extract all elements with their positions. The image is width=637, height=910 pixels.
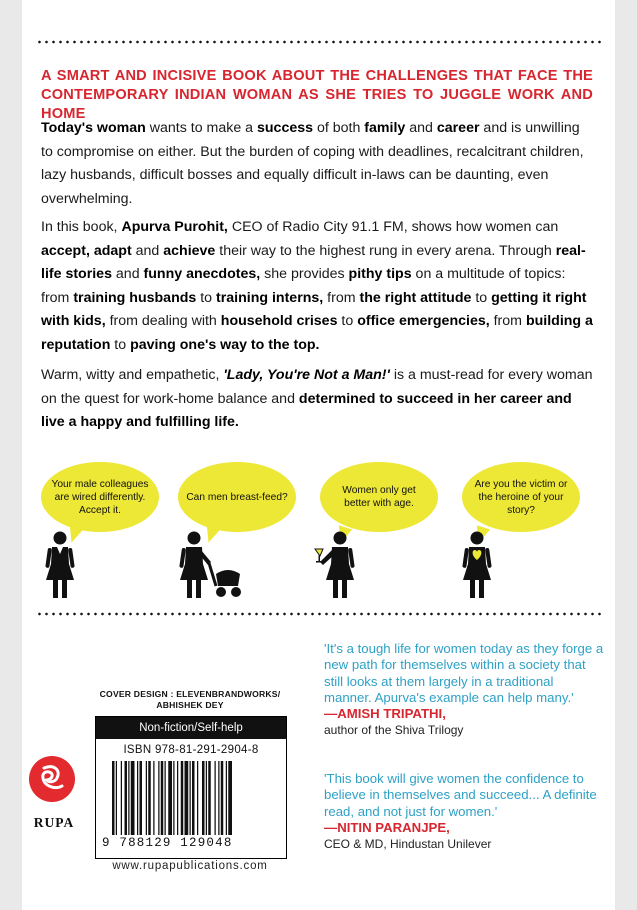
barcode-bar (165, 761, 166, 835)
cover-design-credit: COVER DESIGN : ELEVENBRANDWORKS/ ABHISHEK DEY (99, 689, 281, 710)
quote-text: 'It's a tough life for women today as they forge a new path for themselves within a society that still looks at them largely in a traditional manner. Apurva's example can help many.' (324, 641, 604, 705)
speech-bubble-1: Your male colleagues are wired differently. Accept it. (41, 462, 159, 532)
barcode-bar (190, 761, 191, 835)
woman-with-stroller-icon (176, 530, 246, 602)
barcode-bar (202, 761, 205, 835)
barcode-bar (153, 761, 154, 835)
headline-line-1: A SMART AND INCISIVE BOOK ABOUT THE CHALLENGES THAT FACE THE (41, 68, 593, 84)
barcode-bar (206, 761, 207, 835)
barcode-bar (197, 761, 198, 835)
barcode-bar (181, 761, 184, 835)
quote-author: —NITIN PARANJPE, (324, 819, 450, 835)
barcode-bar (140, 761, 143, 835)
barcode-bar (158, 761, 159, 835)
barcode-bar (177, 761, 178, 835)
barcode-bar (116, 761, 117, 835)
publisher-name: RUPA (33, 815, 75, 830)
barcode-bar (228, 761, 232, 835)
woman-with-wine-glass-icon (312, 530, 362, 602)
quote-author-role: author of the Shiva Trilogy (324, 723, 464, 738)
speech-bubble-3: Women only get better with age. (320, 462, 438, 532)
barcode-bar (192, 761, 195, 835)
quote-text: 'This book will give women the confidence to believe in themselves and succeed... A definite read, and not just for women.' (324, 771, 597, 819)
blurb-paragraph-3: Warm, witty and empathetic, 'Lady, You're Not a Man!' is a must-read for every woman on the quest for work-home balance and determined to succeed in her career and live a happy and fulfilling life. (41, 367, 593, 430)
businesswoman-icon (42, 530, 82, 602)
barcode-bar (173, 761, 174, 835)
barcode-bar (137, 761, 138, 835)
isbn-text: ISBN 978-81-291-2904-8 (123, 744, 259, 756)
speech-bubble-2: Can men breast-feed? (178, 462, 296, 532)
barcode-digits: 9 788129 129048 (102, 836, 233, 850)
barcode-bar (128, 761, 129, 835)
headline-line-2: CONTEMPORARY INDIAN WOMAN AS SHE TRIES TO JUGGLE WORK AND HOME (41, 87, 593, 122)
rupa-logo-icon (29, 756, 75, 802)
speech-bubble-4: Are you the victim or the heroine of your story? (462, 462, 580, 532)
blurb-paragraph-1: Today's woman wants to make a success of both family and career and is unwilling to compromise on either. But the burden of coping with deadlines, recalcitrant children, lazy husbands, difficult bosses and equally difficult in-laws can be daunting, even overwhelming. (41, 120, 584, 207)
barcode-bar (125, 761, 128, 835)
barcode-bar (121, 761, 122, 835)
endorsement-quote-2 (324, 771, 604, 852)
quote-author: —AMISH TRIPATHI, (324, 706, 446, 722)
barcode-bar (226, 761, 227, 835)
barcode-bar (146, 761, 147, 835)
dotted-divider-top (36, 40, 602, 44)
barcode-bar (161, 761, 164, 835)
headline (41, 67, 593, 124)
barcode-bar (112, 761, 115, 835)
genre-label: Non-fiction/Self-help (96, 717, 286, 739)
quote-author-role: CEO & MD, Hindustan Unilever (324, 837, 492, 852)
barcode-bar (131, 761, 135, 835)
barcode-bar (218, 761, 219, 835)
woman-with-heart-icon (459, 530, 499, 602)
dotted-divider-bottom (36, 612, 602, 616)
barcode-bar (148, 761, 151, 835)
barcode-bar (221, 761, 224, 835)
back-cover (22, 0, 615, 910)
endorsement-quote-1 (324, 641, 604, 739)
barcode-bar (215, 761, 216, 835)
barcode-icon (112, 761, 270, 841)
barcode-bar (185, 761, 189, 835)
barcode-bar (168, 761, 172, 835)
publisher-website: www.rupapublications.com (112, 860, 268, 872)
barcode-bar (208, 761, 211, 835)
blurb-paragraph-2: In this book, Apurva Purohit, CEO of Radio City 91.1 FM, shows how women can accept, adapt and achieve their way to the highest rung in every arena. Through real-life stories and funny anecdotes, she provides pithy tips on a multitude of topics: from training husbands to training interns, from the right attitude to getting it right with kids, from dealing with household crises to office emergencies, from building a reputation to paving one's way to the top. (41, 219, 593, 353)
barcode-panel (95, 716, 287, 859)
